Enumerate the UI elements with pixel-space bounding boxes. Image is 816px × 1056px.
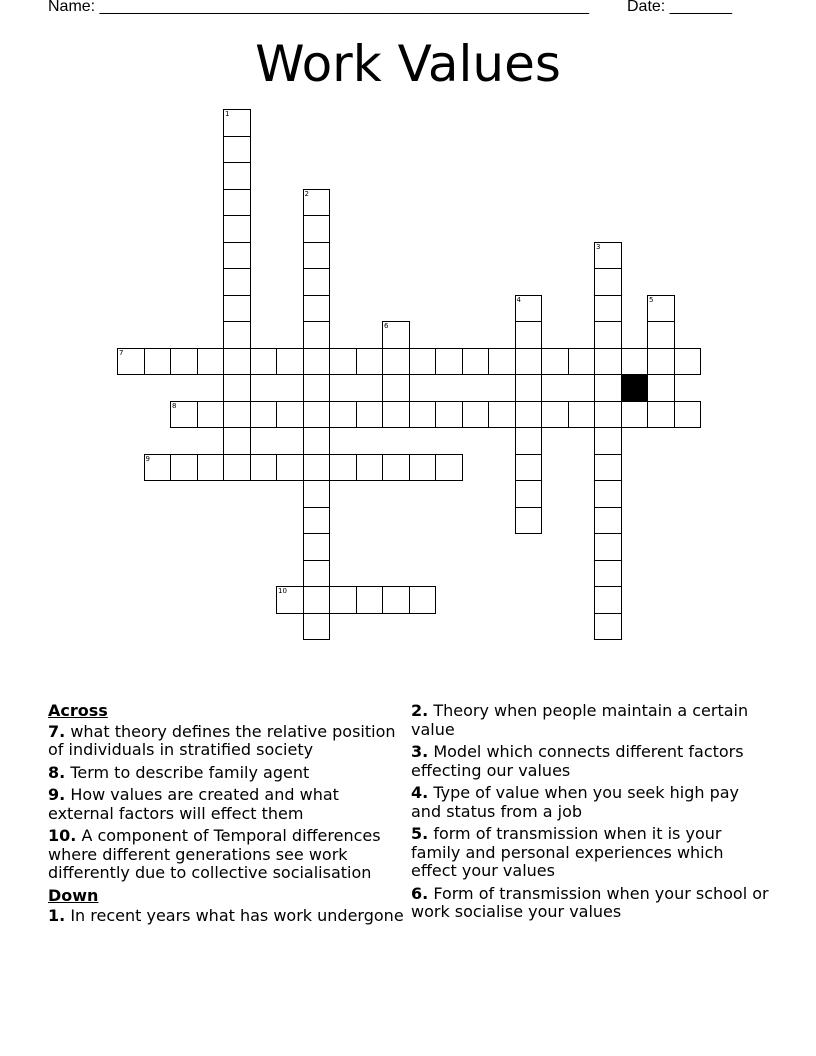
- grid-cell[interactable]: [223, 109, 251, 137]
- grid-cell[interactable]: [647, 348, 675, 376]
- grid-cell[interactable]: [276, 348, 304, 376]
- cell-number: 6: [384, 322, 389, 330]
- grid-cell[interactable]: [594, 242, 622, 270]
- cell-number: 7: [119, 348, 124, 357]
- grid-cell[interactable]: [515, 507, 543, 535]
- clue-number: 5.: [411, 824, 429, 843]
- clue-text: form of transmission when it is your family and personal experiences which effect your values: [411, 824, 724, 880]
- grid-cell[interactable]: [594, 401, 622, 429]
- cell-number: 2: [304, 189, 309, 198]
- grid-cell[interactable]: [409, 586, 437, 614]
- grid-cell[interactable]: [382, 374, 410, 402]
- grid-cell[interactable]: [674, 401, 702, 429]
- grid-cell[interactable]: [223, 348, 251, 376]
- grid-cell[interactable]: [303, 533, 331, 561]
- grid-cell[interactable]: [435, 454, 463, 482]
- blocked-cell: [621, 374, 649, 402]
- grid-cell[interactable]: [276, 454, 304, 482]
- grid-cell[interactable]: [329, 586, 357, 614]
- grid-cell[interactable]: [488, 348, 516, 376]
- grid-cell[interactable]: [223, 427, 251, 455]
- grid-cell[interactable]: [541, 401, 569, 429]
- grid-cell[interactable]: [303, 507, 331, 535]
- grid-cell[interactable]: [356, 454, 384, 482]
- clue-text: Form of transmission when your school or work socialise your values: [411, 883, 769, 921]
- grid-cell[interactable]: [356, 348, 384, 376]
- grid-cell[interactable]: [462, 348, 490, 376]
- grid-cell[interactable]: [303, 295, 331, 323]
- clue-text: what theory defines the relative position of individuals in stratified society: [48, 721, 396, 759]
- grid-cell[interactable]: [197, 348, 225, 376]
- grid-cell[interactable]: [144, 454, 172, 482]
- grid-cell[interactable]: [594, 268, 622, 296]
- grid-cell[interactable]: [223, 401, 251, 429]
- grid-cell[interactable]: [621, 401, 649, 429]
- cell-number: 3: [596, 242, 601, 251]
- grid-cell[interactable]: [594, 613, 622, 641]
- grid-cell[interactable]: [197, 401, 225, 429]
- grid-cell[interactable]: [409, 348, 437, 376]
- grid-cell[interactable]: [303, 321, 331, 349]
- grid-cell[interactable]: [276, 586, 304, 614]
- grid-cell[interactable]: [568, 401, 596, 429]
- name-field: Name: _______________________________________________________: [48, 0, 589, 15]
- grid-cell[interactable]: [303, 189, 331, 217]
- grid-cell[interactable]: [674, 348, 702, 376]
- clue-text: Type of value when you seek high pay and status from a job: [411, 783, 739, 821]
- grid-cell[interactable]: [170, 454, 198, 482]
- grid-cell[interactable]: [594, 533, 622, 561]
- grid-cell[interactable]: [303, 427, 331, 455]
- down-clue: [411, 784, 771, 821]
- grid-cell[interactable]: [541, 348, 569, 376]
- grid-cell[interactable]: [329, 454, 357, 482]
- grid-cell[interactable]: [594, 348, 622, 376]
- grid-cell[interactable]: [647, 401, 675, 429]
- down-clue: [411, 825, 771, 881]
- grid-cell[interactable]: [515, 374, 543, 402]
- down-clue: [48, 907, 408, 926]
- grid-cell[interactable]: [303, 374, 331, 402]
- grid-cell[interactable]: [276, 401, 304, 429]
- grid-cell[interactable]: [170, 348, 198, 376]
- down-heading: Down: [48, 885, 99, 905]
- grid-cell[interactable]: [647, 374, 675, 402]
- grid-cell[interactable]: [594, 454, 622, 482]
- grid-cell[interactable]: [223, 454, 251, 482]
- grid-cell[interactable]: [382, 401, 410, 429]
- cell-number: 9: [145, 454, 150, 463]
- grid-cell[interactable]: [223, 215, 251, 243]
- grid-cell[interactable]: [594, 321, 622, 349]
- puzzle-title: Work Values: [255, 35, 561, 93]
- grid-cell[interactable]: [515, 401, 543, 429]
- grid-cell[interactable]: [356, 586, 384, 614]
- grid-cell[interactable]: [250, 348, 278, 376]
- cell-number: 4: [516, 295, 521, 304]
- grid-cell[interactable]: [197, 454, 225, 482]
- grid-cell[interactable]: [382, 348, 410, 376]
- grid-cell[interactable]: [568, 348, 596, 376]
- grid-cell[interactable]: [117, 348, 145, 376]
- grid-cell[interactable]: [303, 401, 331, 429]
- grid-cell[interactable]: [250, 401, 278, 429]
- cell-number: 8: [172, 401, 177, 410]
- across-clue: [48, 723, 408, 760]
- clue-number: 8.: [48, 762, 66, 782]
- grid-cell[interactable]: [594, 427, 622, 455]
- grid-cell[interactable]: [647, 321, 675, 349]
- grid-cell[interactable]: [223, 242, 251, 270]
- grid-cell[interactable]: [329, 348, 357, 376]
- clues-right-column: [411, 702, 771, 926]
- grid-cell[interactable]: [647, 295, 675, 323]
- clue-number: 6.: [411, 883, 429, 903]
- clue-number: 2.: [411, 701, 429, 720]
- grid-cell[interactable]: [594, 295, 622, 323]
- across-clue: [48, 827, 408, 883]
- grid-cell[interactable]: [435, 401, 463, 429]
- down-clue: [411, 885, 771, 922]
- grid-cell[interactable]: [250, 454, 278, 482]
- clues-left-column: [48, 702, 408, 930]
- clue-number: 7.: [48, 721, 66, 741]
- grid-cell[interactable]: [515, 454, 543, 482]
- clue-text: In recent years what has work undergone: [70, 906, 404, 925]
- grid-cell[interactable]: [329, 401, 357, 429]
- grid-cell[interactable]: [515, 427, 543, 455]
- grid-cell[interactable]: [594, 507, 622, 535]
- grid-cell[interactable]: [409, 401, 437, 429]
- grid-cell[interactable]: [170, 401, 198, 429]
- grid-cell[interactable]: [223, 268, 251, 296]
- grid-cell[interactable]: [594, 560, 622, 588]
- grid-cell[interactable]: [223, 162, 251, 190]
- clue-text: Theory when people maintain a certain value: [411, 701, 749, 739]
- clue-text: Model which connects different factors effecting our values: [411, 742, 744, 780]
- clue-number: 4.: [411, 783, 429, 802]
- grid-cell[interactable]: [621, 348, 649, 376]
- grid-cell[interactable]: [144, 348, 172, 376]
- down-clue: [411, 743, 771, 780]
- clue-number: 3.: [411, 742, 429, 761]
- grid-cell[interactable]: [515, 348, 543, 376]
- grid-cell[interactable]: [303, 613, 331, 641]
- grid-cell[interactable]: [303, 586, 331, 614]
- grid-cell[interactable]: [303, 242, 331, 270]
- date-field: Date: _______: [627, 0, 732, 15]
- grid-cell[interactable]: [303, 560, 331, 588]
- grid-cell[interactable]: [223, 189, 251, 217]
- grid-cell[interactable]: [303, 215, 331, 243]
- grid-cell[interactable]: [382, 454, 410, 482]
- clue-text: A component of Temporal differences where different generations see work differently due to collective socialisation: [48, 826, 381, 882]
- cell-number: 1: [225, 110, 230, 118]
- clue-number: 1.: [48, 906, 66, 925]
- down-clue: [411, 702, 771, 739]
- grid-cell[interactable]: [223, 321, 251, 349]
- grid-cell[interactable]: [223, 295, 251, 323]
- grid-cell[interactable]: [409, 454, 437, 482]
- grid-cell[interactable]: [435, 348, 463, 376]
- grid-cell[interactable]: [303, 454, 331, 482]
- clue-text: How values are created and what external factors will effect them: [48, 785, 339, 823]
- grid-cell[interactable]: [594, 586, 622, 614]
- grid-cell[interactable]: [515, 321, 543, 349]
- cell-number: 10: [278, 587, 287, 595]
- grid-cell[interactable]: [382, 321, 410, 349]
- grid-cell[interactable]: [382, 586, 410, 614]
- grid-cell[interactable]: [223, 374, 251, 402]
- clue-number: 10.: [48, 826, 77, 845]
- grid-cell[interactable]: [303, 348, 331, 376]
- grid-cell[interactable]: [488, 401, 516, 429]
- grid-cell[interactable]: [356, 401, 384, 429]
- grid-cell[interactable]: [515, 295, 543, 323]
- grid-cell[interactable]: [594, 480, 622, 508]
- grid-cell[interactable]: [594, 374, 622, 402]
- across-clue: [48, 786, 408, 823]
- grid-cell[interactable]: [462, 401, 490, 429]
- clue-number: 9.: [48, 785, 66, 804]
- grid-cell[interactable]: [515, 480, 543, 508]
- clue-text: Term to describe family agent: [70, 762, 310, 782]
- across-heading: Across: [48, 701, 108, 720]
- grid-cell[interactable]: [223, 136, 251, 164]
- across-clue: [48, 764, 408, 783]
- grid-cell[interactable]: [303, 268, 331, 296]
- grid-cell[interactable]: [303, 480, 331, 508]
- cell-number: 5: [649, 295, 654, 304]
